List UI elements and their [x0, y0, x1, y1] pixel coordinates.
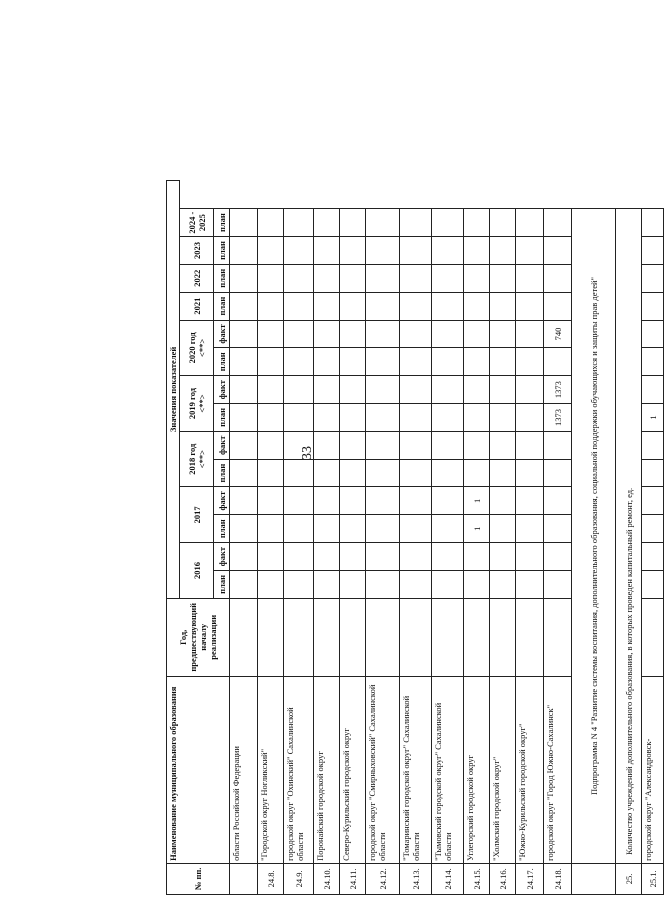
value-cell — [432, 264, 464, 292]
municipality-name: "Тымовский городской округ" Сахалинской области — [432, 676, 464, 863]
municipality-name: "Городской округ Ногликский" — [258, 676, 284, 863]
value-cell — [490, 292, 516, 320]
header-year-2022: 2022 — [180, 264, 214, 292]
value-cell — [432, 320, 464, 348]
row-number: 24.8. — [258, 863, 284, 894]
value-cell — [314, 237, 340, 265]
value-cell — [464, 459, 490, 487]
value-cell — [314, 376, 340, 404]
value-cell — [642, 515, 664, 543]
table-row — [340, 181, 366, 895]
value-cell — [258, 264, 284, 292]
municipality-name: "Томаринский городской округ" Сахалинской области — [400, 676, 432, 863]
header-plan: план — [214, 515, 230, 543]
value-cell — [516, 292, 544, 320]
value-cell — [642, 320, 664, 348]
year-before-cell — [490, 598, 516, 676]
value-cell — [366, 237, 400, 265]
value-cell — [284, 431, 314, 459]
municipality-name: Углегорский городской округ — [464, 676, 490, 863]
value-cell — [490, 264, 516, 292]
value-cell — [464, 376, 490, 404]
value-cell — [490, 570, 516, 598]
row-number: 24.9. — [284, 863, 314, 894]
header-year-2020: 2020 год <**> — [180, 320, 214, 376]
header-year-2024-2025: 2024 - 2025 — [180, 209, 214, 237]
value-cell: 1 — [642, 404, 664, 432]
table-row — [544, 181, 572, 895]
value-cell — [516, 209, 544, 237]
value-cell — [284, 570, 314, 598]
value-cell — [366, 487, 400, 515]
header-fact: факт — [214, 320, 230, 348]
municipality-name: "Южно-Курильский городской округ" — [516, 676, 544, 863]
value-cell — [366, 376, 400, 404]
header-fact: факт — [214, 376, 230, 404]
value-cell: 1 — [464, 487, 490, 515]
value-cell — [340, 320, 366, 348]
value-cell — [432, 515, 464, 543]
value-cell — [400, 237, 432, 265]
value-cell — [432, 209, 464, 237]
value-cell — [230, 209, 258, 237]
header-year-2023: 2023 — [180, 237, 214, 265]
year-before-cell — [230, 598, 258, 676]
value-cell — [544, 459, 572, 487]
value-cell — [400, 459, 432, 487]
table-body — [230, 181, 664, 895]
row-number: 24.15. — [464, 863, 490, 894]
value-cell — [366, 292, 400, 320]
value-cell — [314, 570, 340, 598]
value-cell — [516, 570, 544, 598]
row-number: 24.14. — [432, 863, 464, 894]
value-cell — [258, 487, 284, 515]
value-cell — [642, 487, 664, 515]
value-cell — [544, 515, 572, 543]
value-cell — [516, 543, 544, 571]
year-before-cell — [400, 598, 432, 676]
value-cell — [284, 237, 314, 265]
value-cell — [464, 237, 490, 265]
header-num: № пп. — [167, 863, 230, 894]
value-cell — [366, 320, 400, 348]
year-before-cell — [642, 598, 664, 676]
value-cell — [490, 515, 516, 543]
header-plan: план — [214, 459, 230, 487]
value-cell — [258, 404, 284, 432]
value-cell — [544, 348, 572, 376]
value-cell — [400, 543, 432, 571]
value-cell — [544, 570, 572, 598]
header-plan: план — [214, 209, 230, 237]
value-cell — [340, 237, 366, 265]
value-cell — [340, 404, 366, 432]
value-cell — [490, 209, 516, 237]
year-before-cell — [516, 598, 544, 676]
row-number: 24.17. — [516, 863, 544, 894]
value-cell — [314, 431, 340, 459]
value-cell — [230, 570, 258, 598]
row-number: 24.13. — [400, 863, 432, 894]
value-cell — [340, 515, 366, 543]
value-cell — [284, 348, 314, 376]
value-cell — [432, 570, 464, 598]
table-row — [516, 181, 544, 895]
header-year-before: Год, предшествующий началу реализации — [167, 598, 230, 676]
value-cell — [432, 459, 464, 487]
header-fact: факт — [214, 487, 230, 515]
year-before-cell — [258, 598, 284, 676]
value-cell — [366, 431, 400, 459]
header-name: Наименование муниципального образования — [167, 676, 230, 863]
value-cell — [314, 264, 340, 292]
subprogram-title: Подпрограмма N 4 "Развитие системы воспитания, дополнительного образования, социальной поддержки обучающихся и защиты прав детей" — [572, 209, 616, 864]
value-cell: 1373 — [544, 404, 572, 432]
value-cell — [432, 487, 464, 515]
value-cell — [366, 515, 400, 543]
header-year-2021: 2021 — [180, 292, 214, 320]
table-row — [616, 181, 642, 895]
header-fact: факт — [214, 431, 230, 459]
value-cell — [432, 376, 464, 404]
value-cell — [642, 459, 664, 487]
value-cell — [490, 237, 516, 265]
value-cell — [400, 570, 432, 598]
value-cell — [258, 515, 284, 543]
value-cell — [366, 209, 400, 237]
value-cell — [464, 570, 490, 598]
row-number: 24.11. — [340, 863, 366, 894]
value-cell — [432, 292, 464, 320]
value-cell — [230, 459, 258, 487]
value-cell — [400, 404, 432, 432]
value-cell — [366, 543, 400, 571]
header-year-2018: 2018 год <**> — [180, 431, 214, 487]
value-cell — [258, 209, 284, 237]
value-cell — [230, 292, 258, 320]
table-row — [432, 181, 464, 895]
value-cell — [432, 543, 464, 571]
year-before-cell — [544, 598, 572, 676]
value-cell — [432, 348, 464, 376]
value-cell — [544, 487, 572, 515]
value-cell — [432, 237, 464, 265]
value-cell — [642, 209, 664, 237]
value-cell — [314, 292, 340, 320]
value-cell — [400, 348, 432, 376]
row-number: 24.16. — [490, 863, 516, 894]
value-cell — [642, 292, 664, 320]
municipality-name: городской округ "Город Южно-Сахалинск" — [544, 676, 572, 863]
value-cell — [366, 404, 400, 432]
value-cell — [258, 431, 284, 459]
value-cell — [366, 348, 400, 376]
value-cell — [490, 404, 516, 432]
value-cell — [340, 376, 366, 404]
header-plan: план — [214, 348, 230, 376]
header-plan: план — [214, 404, 230, 432]
value-cell — [432, 404, 464, 432]
header-values-group: Значения показателей — [167, 181, 180, 599]
header-year-2019: 2019 год <**> — [180, 376, 214, 432]
header-plan: план — [214, 237, 230, 265]
value-cell — [544, 209, 572, 237]
value-cell — [284, 459, 314, 487]
subprogram-num-cell — [572, 863, 616, 894]
value-cell — [284, 320, 314, 348]
value-cell — [490, 487, 516, 515]
table-row — [400, 181, 432, 895]
year-before-cell — [340, 598, 366, 676]
value-cell — [400, 515, 432, 543]
value-cell: 1373 — [544, 376, 572, 404]
header-fact: факт — [214, 543, 230, 571]
value-cell — [490, 431, 516, 459]
value-cell — [340, 264, 366, 292]
value-cell — [400, 376, 432, 404]
value-cell — [400, 431, 432, 459]
subprogram-row — [572, 181, 616, 895]
value-cell — [516, 459, 544, 487]
value-cell — [516, 348, 544, 376]
value-cell — [432, 431, 464, 459]
row-number: 24.18. — [544, 863, 572, 894]
value-cell — [464, 209, 490, 237]
value-cell — [366, 264, 400, 292]
rotated-table-container — [166, 180, 658, 895]
value-cell — [230, 515, 258, 543]
value-cell — [464, 348, 490, 376]
value-cell — [284, 404, 314, 432]
municipality-name: Поронайский городской округ — [314, 676, 340, 863]
value-cell — [258, 292, 284, 320]
value-cell — [230, 431, 258, 459]
value-cell — [340, 431, 366, 459]
value-cell — [642, 348, 664, 376]
value-cell — [516, 515, 544, 543]
header-plan: план — [214, 292, 230, 320]
value-cell — [464, 404, 490, 432]
value-cell — [516, 404, 544, 432]
value-cell — [400, 209, 432, 237]
header-plan: план — [214, 570, 230, 598]
value-cell — [314, 209, 340, 237]
row-number: 24.12. — [366, 863, 400, 894]
value-cell — [464, 292, 490, 320]
value-cell — [258, 459, 284, 487]
value-cell — [642, 570, 664, 598]
table-row — [314, 181, 340, 895]
value-cell — [516, 376, 544, 404]
value-cell — [314, 487, 340, 515]
value-cell — [284, 515, 314, 543]
value-cell — [340, 487, 366, 515]
value-cell — [258, 543, 284, 571]
value-cell — [544, 264, 572, 292]
value-cell — [340, 543, 366, 571]
value-cell — [544, 292, 572, 320]
value-cell — [516, 264, 544, 292]
value-cell — [340, 348, 366, 376]
value-cell — [544, 237, 572, 265]
value-cell — [516, 320, 544, 348]
value-cell — [230, 487, 258, 515]
value-cell — [230, 320, 258, 348]
table-row — [490, 181, 516, 895]
value-cell — [642, 237, 664, 265]
value-cell — [642, 264, 664, 292]
value-cell — [490, 459, 516, 487]
municipality-name: Северо-Курильский городской округ — [340, 676, 366, 863]
value-cell — [464, 431, 490, 459]
value-cell — [400, 264, 432, 292]
year-before-cell — [366, 598, 400, 676]
value-cell — [258, 570, 284, 598]
value-cell: 1 — [464, 515, 490, 543]
value-cell — [400, 487, 432, 515]
value-cell — [284, 264, 314, 292]
value-cell — [230, 404, 258, 432]
value-cell — [490, 543, 516, 571]
value-cell — [340, 292, 366, 320]
value-cell — [284, 376, 314, 404]
table-row — [258, 181, 284, 895]
row-number — [230, 863, 258, 894]
value-cell — [516, 487, 544, 515]
value-cell — [642, 431, 664, 459]
value-cell — [314, 404, 340, 432]
value-cell — [314, 515, 340, 543]
row-number: 25.1. — [642, 863, 664, 894]
value-cell — [490, 320, 516, 348]
value-cell — [642, 543, 664, 571]
value-cell — [490, 376, 516, 404]
municipality-name: городской округ "Смирныховский" Сахалинской области — [366, 676, 400, 863]
table-row — [230, 181, 258, 895]
value-cell: 740 — [544, 320, 572, 348]
value-cell — [230, 237, 258, 265]
table-row — [642, 181, 664, 895]
value-cell — [400, 320, 432, 348]
municipality-name: области Российской Федерации — [230, 676, 258, 863]
value-cell — [258, 237, 284, 265]
value-cell — [464, 320, 490, 348]
value-cell — [284, 292, 314, 320]
value-cell — [340, 459, 366, 487]
year-before-cell — [464, 598, 490, 676]
municipality-name: "Холмский городской округ" — [490, 676, 516, 863]
value-cell — [366, 459, 400, 487]
value-cell — [258, 320, 284, 348]
value-cell — [340, 570, 366, 598]
value-cell — [464, 264, 490, 292]
header-plan: план — [214, 264, 230, 292]
value-cell — [230, 348, 258, 376]
year-before-cell — [432, 598, 464, 676]
value-cell — [284, 543, 314, 571]
row-number: 24.10. — [314, 863, 340, 894]
value-cell — [366, 570, 400, 598]
header-year-2016: 2016 — [180, 543, 214, 599]
value-cell — [258, 348, 284, 376]
page-number: 33 — [300, 446, 315, 460]
value-cell — [230, 543, 258, 571]
year-before-cell — [314, 598, 340, 676]
header-year-2017: 2017 — [180, 487, 214, 543]
municipality-name: городской округ "Охинский" Сахалинской области — [284, 676, 314, 863]
value-cell — [516, 431, 544, 459]
value-cell — [314, 348, 340, 376]
value-cell — [544, 431, 572, 459]
year-before-cell — [284, 598, 314, 676]
value-cell — [284, 487, 314, 515]
value-cell — [314, 459, 340, 487]
value-cell — [400, 292, 432, 320]
value-cell — [464, 543, 490, 571]
value-cell — [544, 543, 572, 571]
value-cell — [314, 320, 340, 348]
value-cell — [314, 543, 340, 571]
value-cell — [258, 376, 284, 404]
value-cell — [230, 376, 258, 404]
table-row — [366, 181, 400, 895]
indicators-table — [166, 180, 664, 895]
value-cell — [642, 376, 664, 404]
table-row — [284, 181, 314, 895]
municipality-name: городской округ "Александровск- — [642, 676, 664, 863]
table-row — [464, 181, 490, 895]
value-cell — [340, 209, 366, 237]
row-number: 25. — [616, 863, 642, 894]
value-cell — [230, 264, 258, 292]
indicator-title: Количество учреждений дополнительного образования, в которых проведен капитальный ремонт, ед. — [616, 209, 642, 864]
value-cell — [490, 348, 516, 376]
value-cell — [284, 209, 314, 237]
value-cell — [516, 237, 544, 265]
